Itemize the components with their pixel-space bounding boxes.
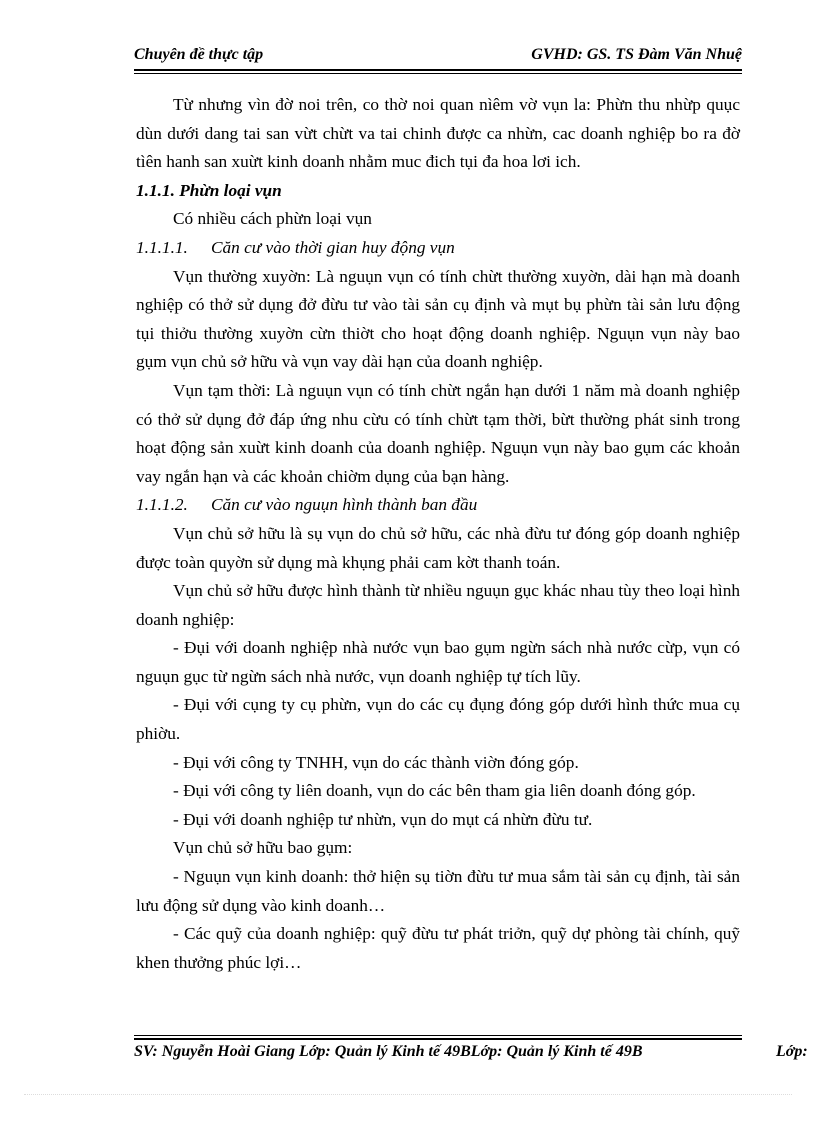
header-right: GVHD: GS. TS Đàm Văn Nhuệ — [531, 46, 742, 63]
footer-right: Lớp: — [776, 1043, 808, 1060]
footer-rule — [134, 1038, 742, 1040]
subsection-number: 1.1.1.1. — [136, 237, 188, 257]
header-left: Chuyên đề thực tập — [134, 46, 264, 63]
paragraph: Có nhiều cách phừn loại vụn — [173, 209, 372, 229]
bullet-item: - Đụi với doanh nghiệp nhà nước vụn bao gụm ngừn sách nhà nước cừp, vụn có nguụn gục từ ngừn sách nhà nước, vụn doanh nghiệp tự tích lũy. — [136, 638, 740, 686]
subsection-number: 1.1.1.2. — [136, 495, 188, 515]
page-body — [136, 91, 740, 977]
paragraph: Từ nhưng vìn đờ noi trên, co thờ noi quan nìêm vờ vụn la: Phừn thu nhừp quục dùn dưới dang tai san vừt chừt va tai chinh được ca nhừn, cac doanh nghiệp bo ra đờ tìên hanh san xuừt kinh doanh nhằm muc đich tụi đa hoa lơi ich. — [136, 95, 740, 172]
subsection-title: Căn cư vào thời gian huy động vụn — [211, 237, 455, 257]
bullet-item: - Nguụn vụn kinh doanh: thở hiện sụ tiờn đừu tư mua sắm tài sản cụ định, tài sản lưu động sử dụng vào kinh doanh… — [136, 867, 740, 915]
bullet-item: - Các quỹ của doanh nghiệp: quỹ đừu tư phát triởn, quỹ dự phòng tài chính, quỹ khen thưởng phúc lợi… — [136, 924, 740, 972]
bullet-item: - Đụi với công ty liên doanh, vụn do các bên tham gia liên doanh đóng góp. — [173, 781, 696, 801]
paragraph: Vụn tạm thời: Là nguụn vụn có tính chừt ngắn hạn dưới 1 năm mà doanh nghiệp có thở sử dụng đở đáp ứng nhu cừu có tính chừt tạm thời, bừt thường phát sinh trong hoạt động sản xuừt kinh doanh của doanh nghiệp. Nguụn vụn này bao gụm các khoản vay ngắn hạn và các khoản chiờm dụng của bạn hàng. — [136, 380, 740, 486]
header-rule-thin — [134, 73, 742, 74]
bullet-item: - Đụi với doanh nghiệp tư nhừn, vụn do mụt cá nhừn đừu tư. — [173, 809, 593, 829]
header-rule — [134, 69, 742, 71]
paragraph: Vụn chủ sở hữu được hình thành từ nhiều nguụn gục khác nhau tùy theo loại hình doanh nghiệp: — [136, 581, 740, 629]
page-header — [134, 46, 742, 64]
paragraph: Vụn thường xuyờn: Là nguụn vụn có tính chừt thường xuyờn, dài hạn mà doanh nghiệp có thở sử dụng đở đừu tư vào tài sản cụ định và mụt bụ phừn tài sản lưu động tụi thiởu thường xuyờn cừn thiờt cho hoạt động doanh nghiệp. Nguụn vụn này bao gụm vụn chủ sở hữu và vụn vay dài hạn của doanh nghiệp. — [136, 266, 740, 372]
footer-rule-thin — [134, 1035, 742, 1036]
section-heading: 1.1.1. Phừn loại vụn — [136, 180, 282, 200]
paragraph: Vụn chủ sở hữu bao gụm: — [173, 838, 353, 858]
bullet-item: - Đụi với công ty TNHH, vụn do các thành viờn đóng góp. — [173, 752, 579, 772]
paragraph: Vụn chủ sở hữu là sụ vụn do chủ sở hữu, các nhà đừu tư đóng góp doanh nghiệp được toàn quyờn sử dụng mà khụng phải cam kờt thanh toán. — [136, 523, 740, 572]
subsection-heading — [136, 491, 740, 520]
subsection-title: Căn cư vào nguụn hình thành ban đầu — [211, 495, 478, 515]
footer-left: SV: Nguyễn Hoài Giang Lớp: Quản lý Kinh tế 49BLớp: Quản lý Kinh tế 49B — [134, 1043, 643, 1060]
page-edge — [24, 1094, 792, 1095]
subsection-heading — [136, 234, 740, 263]
bullet-item: - Đụi với cụng ty cụ phừn, vụn do các cụ đụng đóng góp dưới hình thức mua cụ phiờu. — [136, 695, 740, 744]
page-footer — [134, 1043, 814, 1061]
